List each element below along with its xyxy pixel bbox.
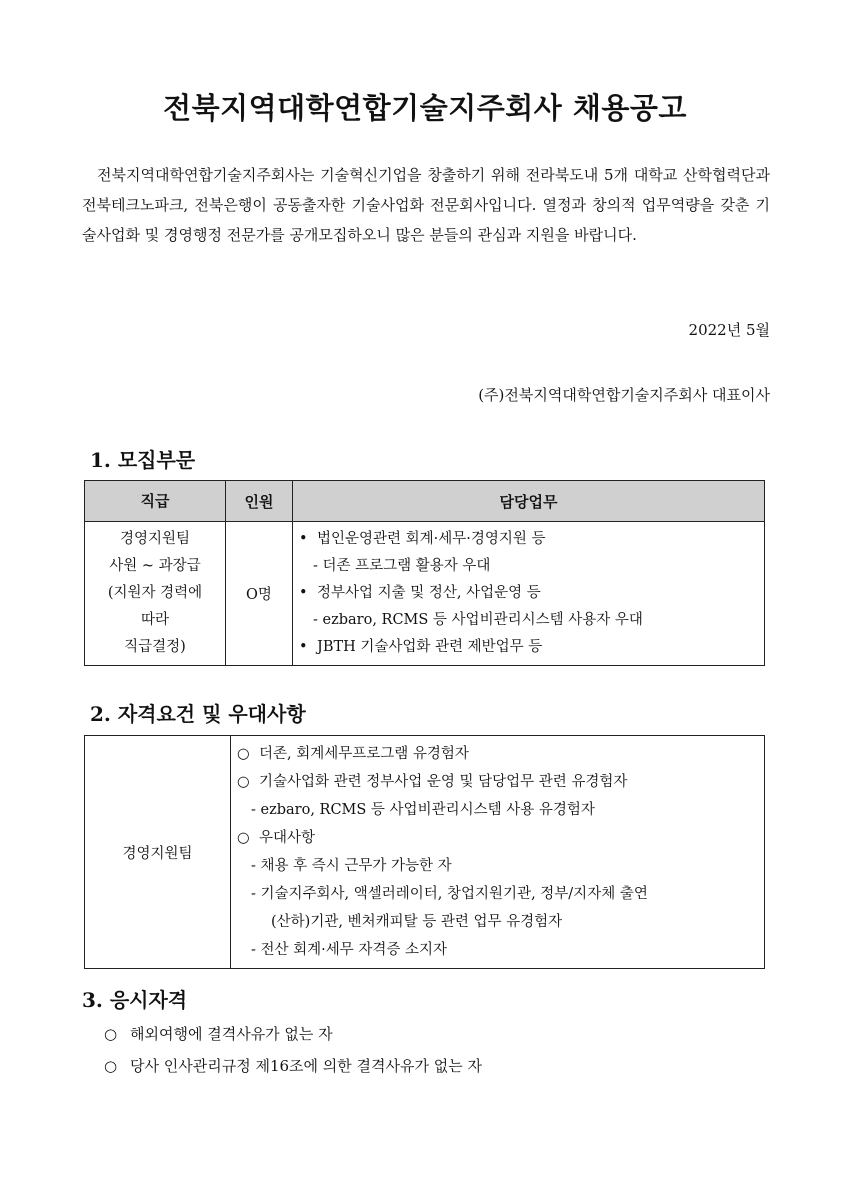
intro-paragraph xyxy=(82,160,770,250)
table-row xyxy=(85,736,765,969)
page-title: 전북지역대학연합기술지주회사 채용공고 xyxy=(163,91,687,125)
table-row xyxy=(85,522,765,666)
qualification-item: ○ 더존, 회계세무프로그램 유경험자 xyxy=(237,740,758,768)
qualification-subitem: - 기술지주회사, 액셀러레이터, 창업지원기관, 정부/지자체 출연 xyxy=(251,886,648,902)
qualification-subitem: - ezbaro, RCMS 등 사업비관리시스템 사용 유경험자 xyxy=(251,802,595,818)
table-header-row xyxy=(85,481,765,522)
qualification-subitem: (산하)기관, 벤처캐피탈 등 관련 업무 유경험자 xyxy=(271,914,563,930)
duty-item: • 법인운영관련 회계·세무·경영지원 등 xyxy=(299,526,758,553)
signer: (주)전북지역대학연합기술지주회사 대표이사 xyxy=(478,386,770,404)
list-item: ○ 해외여행에 결격사유가 없는 자 xyxy=(104,1018,482,1050)
qualification-item: ○ 우대사항 xyxy=(237,824,758,852)
qualifications-table xyxy=(84,735,765,969)
team-cell: 경영지원팀 xyxy=(85,736,231,969)
qualification-subitem: - 전산 회계·세무 자격증 소지자 xyxy=(251,942,448,958)
section-heading-qualifications: 2. 자격요건 및 우대사항 xyxy=(90,702,306,726)
header-rank: 직급 xyxy=(85,481,226,522)
rank-line: 따라 xyxy=(140,612,169,628)
announcement-date: 2022년 5월 xyxy=(688,321,770,339)
recruitment-table xyxy=(84,480,765,666)
intro-text: 전북지역대학연합기술지주회사는 기술혁신기업을 창출하기 위해 전라북도내 5개 대학교 산학협력단과 전북테크노파크, 전북은행이 공동출자한 기술사업화 전문회사입니다. 열정과 창의적 업무역량을 갖춘 기술사업화 및 경영행정 전문가를 공개모집하오니 많은 분들의 관심과 지원을 바랍니다. xyxy=(82,166,770,244)
header-count: 인원 xyxy=(226,481,293,522)
duty-item: • JBTH 기술사업화 관련 제반업무 등 xyxy=(299,634,758,661)
count-cell: O명 xyxy=(226,522,293,666)
duty-item: • 정부사업 지출 및 정산, 사업운영 등 xyxy=(299,580,758,607)
list-item: ○ 당사 인사관리규정 제16조에 의한 결격사유가 없는 자 xyxy=(104,1050,482,1082)
section-heading-eligibility: 3. 응시자격 xyxy=(82,988,188,1012)
qualifications-cell xyxy=(231,736,765,969)
eligibility-list xyxy=(104,1018,482,1082)
duty-subitem: - 더존 프로그램 활용자 우대 xyxy=(313,558,491,574)
rank-line: 사원 ~ 과장급 xyxy=(109,558,201,574)
header-duties: 담당업무 xyxy=(293,481,765,522)
duty-subitem: - ezbaro, RCMS 등 사업비관리시스템 사용자 우대 xyxy=(313,612,643,628)
qualification-item: ○ 기술사업화 관련 정부사업 운영 및 담당업무 관련 유경험자 xyxy=(237,768,758,796)
qualification-subitem: - 채용 후 즉시 근무가 가능한 자 xyxy=(251,858,452,874)
rank-line: 경영지원팀 xyxy=(119,531,191,547)
section-heading-recruitment: 1. 모집부문 xyxy=(90,448,196,472)
rank-line: (지원자 경력에 xyxy=(107,585,203,601)
duties-cell xyxy=(293,522,765,666)
rank-cell xyxy=(85,522,226,666)
rank-line: 직급결정) xyxy=(124,639,186,655)
